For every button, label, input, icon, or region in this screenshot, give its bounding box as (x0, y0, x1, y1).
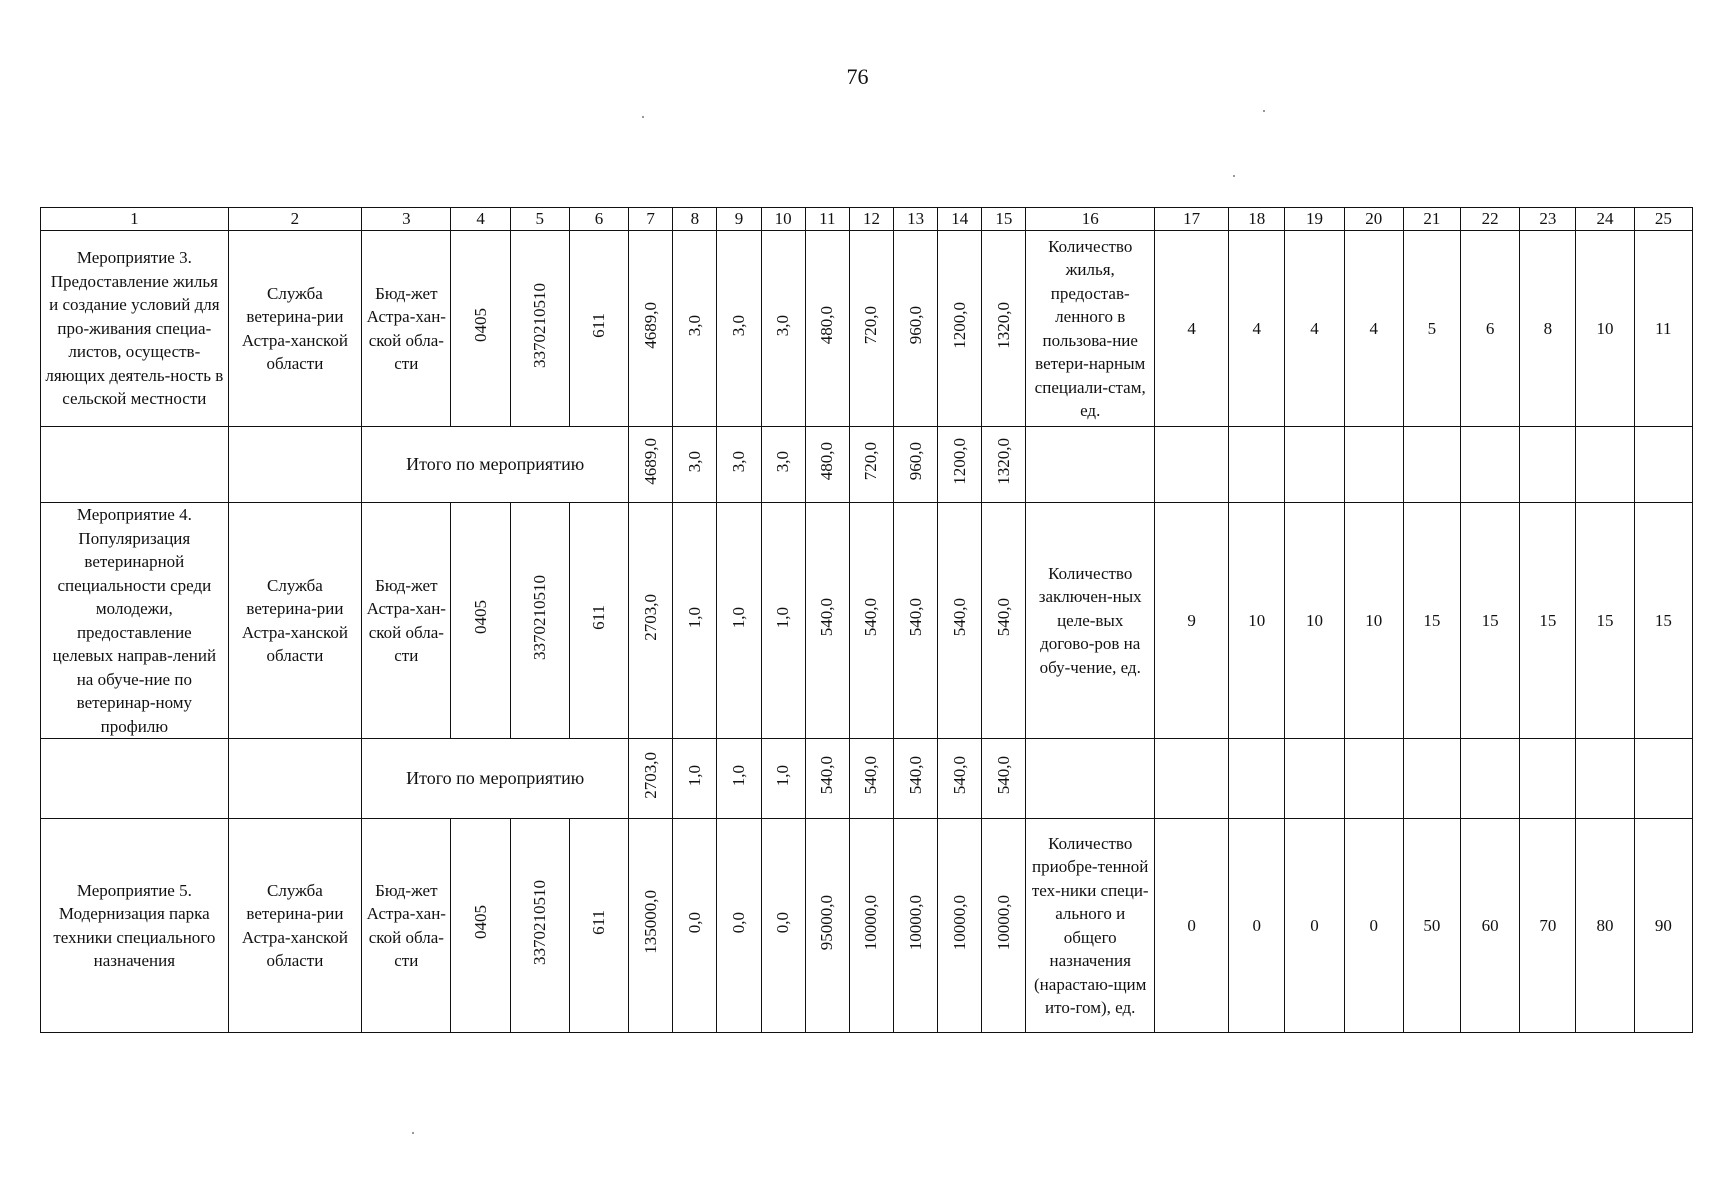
column-number: 6 (569, 208, 628, 231)
total-amount-value: 1320,0 (993, 437, 1013, 485)
column-number: 16 (1026, 208, 1154, 231)
target-article-code: 3370210510 (529, 574, 549, 660)
scan-speck (1233, 175, 1235, 177)
indicator-name: Количество приобре-тенной тех-ники специ-ального и общего назначения (нарастаю-щим ито-гом), ед. (1031, 833, 1149, 1017)
amount-cell (805, 819, 849, 1033)
column-number: 20 (1344, 208, 1403, 231)
empty-cell (1344, 427, 1403, 503)
indicator-name: Количество заключен-ных целе-вых догово-ров на обу-чение, ед. (1038, 563, 1142, 677)
amount-value: 1320,0 (993, 301, 1013, 349)
amount-value: 3,0 (728, 314, 748, 336)
expense-type-code-cell (569, 819, 628, 1033)
empty-cell (1634, 427, 1692, 503)
executor-cell (228, 231, 361, 427)
column-number: 25 (1634, 208, 1692, 231)
expense-type-code: 611 (588, 909, 608, 935)
total-amount-cell (717, 427, 761, 503)
expense-type-code: 611 (588, 604, 608, 630)
amount-value: 0,0 (773, 911, 793, 933)
amount-value: 10000,0 (949, 894, 969, 950)
section-code: 0405 (470, 905, 490, 940)
column-number: 22 (1461, 208, 1520, 231)
column-number: 8 (673, 208, 717, 231)
amount-cell (982, 819, 1026, 1033)
measure-name: Мероприятие 3. Предоставление жилья и создание условий для про-живания специа-листов, осуществ-ляющих деятель-ность в сельской местности (45, 248, 224, 409)
empty-cell (1520, 739, 1576, 819)
column-number: 17 (1154, 208, 1228, 231)
indicator-value: 9 (1154, 503, 1228, 739)
expense-type-code-cell (569, 231, 628, 427)
amount-value: 1,0 (773, 606, 793, 628)
empty-cell (228, 739, 361, 819)
amount-cell (673, 819, 717, 1033)
measure-name-cell (41, 503, 229, 739)
total-amount-cell (673, 427, 717, 503)
indicator-value: 15 (1461, 503, 1520, 739)
amount-value: 1,0 (684, 606, 704, 628)
amount-cell (849, 503, 893, 739)
amount-cell (805, 503, 849, 739)
total-amount-cell (673, 739, 717, 819)
total-amount-value: 1,0 (728, 764, 748, 786)
indicator-value: 10 (1285, 503, 1344, 739)
indicator-name-cell (1026, 819, 1154, 1033)
target-article-code-cell (510, 503, 569, 739)
amount-value: 3,0 (684, 314, 704, 336)
target-article-code: 3370210510 (529, 282, 549, 368)
column-number: 13 (894, 208, 938, 231)
measure-name-cell (41, 231, 229, 427)
funding-source-cell (362, 231, 451, 427)
target-article-code-cell (510, 231, 569, 427)
total-amount-cell (938, 427, 982, 503)
amount-cell (805, 231, 849, 427)
executor: Служба ветерина-рии Астра-ханской области (241, 880, 349, 970)
amount-value: 3,0 (773, 314, 793, 336)
total-amount-value: 540,0 (993, 756, 1013, 795)
amount-cell (849, 819, 893, 1033)
total-amount-value: 1,0 (684, 764, 704, 786)
total-amount-value: 720,0 (861, 442, 881, 481)
amount-value: 1200,0 (949, 301, 969, 349)
total-amount-cell (805, 427, 849, 503)
amount-cell (717, 819, 761, 1033)
total-amount-cell (761, 739, 805, 819)
amount-value: 540,0 (861, 598, 881, 637)
total-amount-value: 960,0 (905, 442, 925, 481)
empty-cell (228, 427, 361, 503)
total-amount-cell (982, 427, 1026, 503)
empty-cell (1461, 427, 1520, 503)
measure-row (41, 819, 1693, 1033)
total-amount-cell (894, 427, 938, 503)
measure-name-cell (41, 819, 229, 1033)
empty-cell (1154, 427, 1228, 503)
column-number: 10 (761, 208, 805, 231)
section-code-cell (451, 819, 510, 1033)
page-number: 76 (846, 64, 869, 89)
column-number-row (41, 208, 1693, 231)
section-code: 0405 (470, 308, 490, 343)
total-amount-value: 1200,0 (949, 437, 969, 485)
indicator-value: 6 (1461, 231, 1520, 427)
column-number: 15 (982, 208, 1026, 231)
total-amount-value: 540,0 (861, 756, 881, 795)
column-number: 2 (228, 208, 361, 231)
amount-cell (717, 503, 761, 739)
column-number: 4 (451, 208, 510, 231)
executor: Служба ветерина-рии Астра-ханской области (241, 283, 349, 373)
amount-cell (938, 231, 982, 427)
amount-value: 540,0 (993, 598, 1013, 637)
amount-cell (894, 231, 938, 427)
empty-cell (1026, 739, 1154, 819)
indicator-value: 10 (1576, 231, 1634, 427)
amount-value: 540,0 (949, 598, 969, 637)
indicator-name: Количество жилья, предостав-ленного в пользова-ние ветери-нарным специали-стам, ед. (1034, 236, 1146, 420)
amount-cell (982, 231, 1026, 427)
indicator-value: 10 (1229, 503, 1285, 739)
total-row (41, 739, 1693, 819)
total-amount-cell (761, 427, 805, 503)
empty-cell (1403, 739, 1460, 819)
total-amount-cell (805, 739, 849, 819)
empty-cell (1576, 739, 1634, 819)
executor: Служба ветерина-рии Астра-ханской области (241, 575, 349, 665)
funding-source: Бюд-жет Астра-хан-ской обла-сти (366, 575, 446, 665)
target-article-code: 3370210510 (529, 879, 549, 965)
amount-value: 10000,0 (993, 894, 1013, 950)
amount-value: 960,0 (905, 306, 925, 345)
indicator-value: 0 (1344, 819, 1403, 1033)
total-amount-value: 540,0 (949, 756, 969, 795)
amount-cell (761, 819, 805, 1033)
total-label: Итого по мероприятию (406, 453, 585, 474)
measure-row (41, 503, 1693, 739)
total-amount-cell (629, 427, 673, 503)
section-code-cell (451, 231, 510, 427)
empty-cell (1285, 427, 1344, 503)
expense-type-code: 611 (588, 312, 608, 338)
amount-value: 135000,0 (640, 890, 660, 955)
total-amount-value: 4689,0 (640, 437, 660, 485)
scan-speck (1263, 110, 1265, 112)
indicator-value: 4 (1285, 231, 1344, 427)
empty-cell (1285, 739, 1344, 819)
amount-value: 4689,0 (640, 301, 660, 349)
total-amount-value: 540,0 (817, 756, 837, 795)
indicator-value: 0 (1229, 819, 1285, 1033)
total-amount-cell (849, 739, 893, 819)
scan-speck (412, 1132, 414, 1134)
indicator-value: 15 (1403, 503, 1460, 739)
total-amount-cell (849, 427, 893, 503)
amount-cell (761, 231, 805, 427)
column-number: 24 (1576, 208, 1634, 231)
amount-cell (717, 231, 761, 427)
amount-value: 480,0 (817, 306, 837, 345)
total-amount-cell (629, 739, 673, 819)
total-label: Итого по мероприятию (406, 767, 585, 788)
indicator-value: 50 (1403, 819, 1460, 1033)
amount-cell (938, 503, 982, 739)
amount-value: 0,0 (728, 911, 748, 933)
column-number: 11 (805, 208, 849, 231)
scan-speck (642, 116, 644, 118)
empty-cell (1154, 739, 1228, 819)
column-number: 5 (510, 208, 569, 231)
indicator-value: 0 (1154, 819, 1228, 1033)
amount-cell (629, 503, 673, 739)
indicator-value: 4 (1229, 231, 1285, 427)
target-article-code-cell (510, 819, 569, 1033)
total-amount-cell (938, 739, 982, 819)
column-number: 19 (1285, 208, 1344, 231)
amount-value: 540,0 (817, 598, 837, 637)
total-amount-value: 3,0 (773, 450, 793, 472)
column-number: 21 (1403, 208, 1460, 231)
total-label-cell (362, 739, 629, 819)
amount-cell (761, 503, 805, 739)
measure-name: Мероприятие 5. Модернизация парка техники специального назначения (53, 880, 216, 970)
amount-cell (982, 503, 1026, 739)
indicator-name-cell (1026, 503, 1154, 739)
total-amount-value: 1,0 (773, 764, 793, 786)
column-number: 9 (717, 208, 761, 231)
indicator-value: 4 (1154, 231, 1228, 427)
amount-value: 10000,0 (861, 894, 881, 950)
funding-source: Бюд-жет Астра-хан-ской обла-сти (366, 880, 446, 970)
amount-cell (938, 819, 982, 1033)
indicator-value: 15 (1576, 503, 1634, 739)
measure-row (41, 231, 1693, 427)
column-number: 3 (362, 208, 451, 231)
column-number: 23 (1520, 208, 1576, 231)
empty-cell (1229, 739, 1285, 819)
indicator-value: 8 (1520, 231, 1576, 427)
empty-cell (1461, 739, 1520, 819)
total-amount-cell (717, 739, 761, 819)
indicator-value: 4 (1344, 231, 1403, 427)
empty-cell (41, 427, 229, 503)
amount-cell (894, 503, 938, 739)
empty-cell (1403, 427, 1460, 503)
measure-name: Мероприятие 4. Популяризация ветеринарной специальности среди молодежи, предоставление целевых направ-лений на обуче-ние по ветеринар-ному профилю (52, 505, 217, 736)
amount-value: 0,0 (684, 911, 704, 933)
total-amount-value: 480,0 (817, 442, 837, 481)
amount-cell (629, 231, 673, 427)
section-code: 0405 (470, 600, 490, 635)
amount-cell (849, 231, 893, 427)
indicator-value: 11 (1634, 231, 1692, 427)
amount-value: 540,0 (905, 598, 925, 637)
total-row (41, 427, 1693, 503)
empty-cell (1576, 427, 1634, 503)
funding-source-cell (362, 819, 451, 1033)
amount-value: 95000,0 (817, 894, 837, 950)
amount-value: 1,0 (728, 606, 748, 628)
indicator-value: 10 (1344, 503, 1403, 739)
section-code-cell (451, 503, 510, 739)
indicator-value: 70 (1520, 819, 1576, 1033)
indicator-value: 60 (1461, 819, 1520, 1033)
amount-cell (894, 819, 938, 1033)
indicator-value: 0 (1285, 819, 1344, 1033)
expense-type-code-cell (569, 503, 628, 739)
empty-cell (41, 739, 229, 819)
amount-cell (673, 503, 717, 739)
empty-cell (1634, 739, 1692, 819)
amount-value: 10000,0 (905, 894, 925, 950)
amount-cell (629, 819, 673, 1033)
indicator-value: 80 (1576, 819, 1634, 1033)
empty-cell (1229, 427, 1285, 503)
total-amount-value: 3,0 (728, 450, 748, 472)
amount-cell (673, 231, 717, 427)
column-number: 1 (41, 208, 229, 231)
column-number: 14 (938, 208, 982, 231)
column-number: 18 (1229, 208, 1285, 231)
total-amount-cell (982, 739, 1026, 819)
indicator-value: 90 (1634, 819, 1692, 1033)
total-amount-value: 540,0 (905, 756, 925, 795)
empty-cell (1344, 739, 1403, 819)
indicator-value: 15 (1634, 503, 1692, 739)
empty-cell (1520, 427, 1576, 503)
executor-cell (228, 503, 361, 739)
empty-cell (1026, 427, 1154, 503)
program-table (40, 207, 1693, 1033)
total-amount-value: 2703,0 (640, 751, 660, 799)
executor-cell (228, 819, 361, 1033)
indicator-value: 5 (1403, 231, 1460, 427)
column-number: 12 (849, 208, 893, 231)
amount-value: 2703,0 (640, 593, 660, 641)
funding-source-cell (362, 503, 451, 739)
total-label-cell (362, 427, 629, 503)
funding-source: Бюд-жет Астра-хан-ской обла-сти (366, 283, 446, 373)
amount-value: 720,0 (861, 306, 881, 345)
total-amount-value: 3,0 (684, 450, 704, 472)
indicator-name-cell (1026, 231, 1154, 427)
total-amount-cell (894, 739, 938, 819)
column-number: 7 (629, 208, 673, 231)
indicator-value: 15 (1520, 503, 1576, 739)
